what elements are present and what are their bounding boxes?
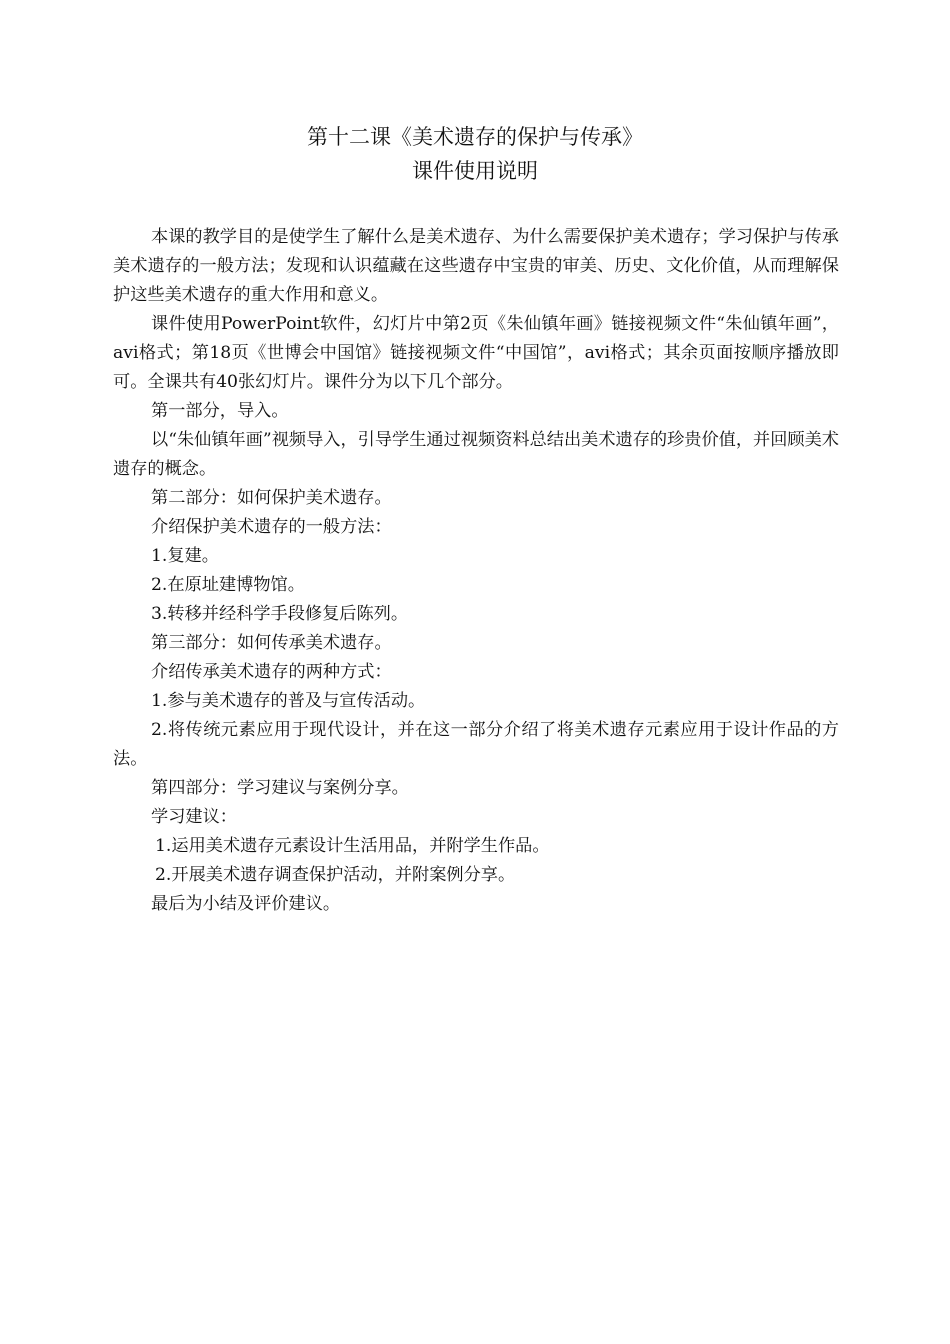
part-two-heading: 第二部分：如何保护美术遗存。 — [151, 488, 392, 508]
method-item-3: 3.转移并经科学手段修复后陈列。 — [151, 604, 409, 624]
part-one-heading: 第一部分，导入。 — [151, 401, 289, 421]
inheritance-item-1: 1.参与美术遗存的普及与宣传活动。 — [151, 691, 426, 711]
method-item-1: 1.复建。 — [151, 546, 219, 566]
courseware-usage-paragraph: 课件使用PowerPoint软件，幻灯片中第2页《朱仙镇年画》链接视频文件“朱仙镇年画”，avi格式；第18页《世博会中国馆》链接视频文件“中国馆”，avi格式；其余页面按顺序播放即可。全课共有40张幻灯片。课件分为以下几个部分。 — [113, 314, 839, 392]
part-three-intro: 介绍传承美术遗存的两种方式： — [151, 662, 392, 682]
method-item-2: 2.在原址建博物馆。 — [151, 575, 305, 595]
intro-paragraph: 本课的教学目的是使学生了解什么是美术遗存、为什么需要保护美术遗存；学习保护与传承美术遗存的一般方法；发现和认识蕴藏在这些遗存中宝贵的审美、历史、文化价值，从而理解保护这些美术遗存的重大作用和意义。 — [113, 227, 839, 305]
document-title: 第十二课《美术遗存的保护与传承》 — [307, 125, 643, 149]
document-subtitle: 课件使用说明 — [412, 159, 538, 183]
part-three-heading: 第三部分：如何传承美术遗存。 — [151, 633, 392, 653]
closing-paragraph: 最后为小结及评价建议。 — [151, 894, 341, 914]
inheritance-item-2: 2.将传统元素应用于现代设计，并在这一部分介绍了将美术遗存元素应用于设计作品的方法。 — [113, 720, 839, 769]
part-two-intro: 介绍保护美术遗存的一般方法： — [151, 517, 392, 537]
document-body — [113, 223, 839, 919]
suggestion-item-1: 1.运用美术遗存元素设计生活用品，并附学生作品。 — [155, 836, 550, 856]
suggestion-item-2: 2.开展美术遗存调查保护活动，并附案例分享。 — [155, 865, 516, 885]
part-four-heading: 第四部分：学习建议与案例分享。 — [151, 778, 409, 798]
part-one-description: 以“朱仙镇年画”视频导入，引导学生通过视频资料总结出美术遗存的珍贵价值，并回顾美术遗存的概念。 — [113, 430, 839, 479]
suggestion-heading: 学习建议： — [151, 807, 237, 827]
title-block — [0, 120, 950, 188]
